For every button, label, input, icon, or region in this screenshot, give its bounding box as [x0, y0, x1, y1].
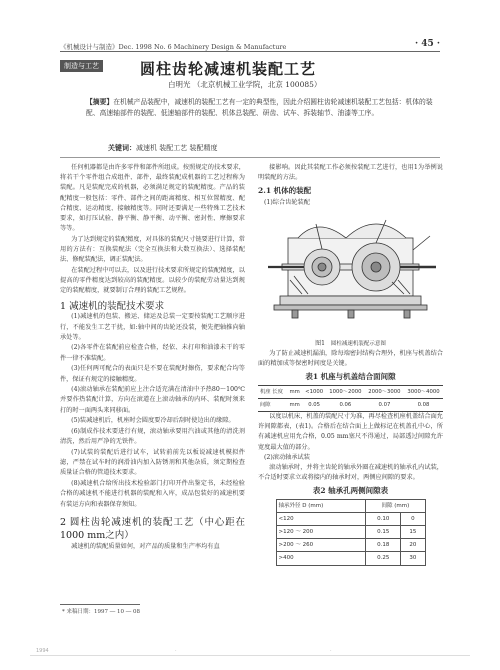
table-cell: 0.15 — [366, 526, 401, 539]
intro-paragraph: 为了达到规定的装配精度，对具体的装配尺寸链要进行计算，常用的方法有：互换装配法（完全互换法和大数互换法）、选择装配法、修配装配法，调正装配法。 — [60, 235, 245, 264]
table-cell: 间隙 — [258, 398, 287, 411]
table-row — [276, 526, 425, 539]
footnote: * 来稿日期：1997 ― 10 ― 08 — [62, 609, 140, 615]
table-1-followup-paragraph: 以度以机床，机盖的装配尺寸为准，再尽检查机座机盖结合面允许间隙都表，(表1)。合格后在结合面上上做标记在机盖孔中心，所有减速机应用允合格，0.05 mm塞尺不得通过，局部透过间隙允许宽度最大值的部分。 — [258, 413, 443, 451]
table-2 — [276, 499, 426, 566]
paper-title: 圆柱齿轮减速机装配工艺 — [140, 60, 317, 78]
intro-paragraph: 任何机器都是由许多零件和部件所组成。按照规定的技术要求，将若干个零件组合成组件、部件，最终装配成机器的工艺过程称为装配。凡是装配完成的机器，必须满足规定的装配精度。产品的装配精度一般包括：零件、部件之间的距离精度、相互位置精度、配合精度、运动精度、接触精度等。同时还要满足一些特殊工艺技术要求，如打压试验、静平衡、静平衡、动平衡、密封性、摩擦要求等等。 — [60, 164, 245, 233]
requirement-item: (3)任何两可配合的表面只是不要在装配时擦伤，要求配合均等件，保证有规定的接触精度。 — [60, 365, 245, 383]
abstract-text: 在机械产品装配中，减速机的装配工艺有一定的典型性，因此介绍圆柱齿轮减速机装配工艺包括：机体的装配、高速轴部件的装配、低速轴部件的装配、机体总装配、研齿、试车、拆装轴节、油漆等工序。 — [86, 98, 433, 117]
subsection-2-1-heading: 2.1 机体的装配 — [258, 186, 312, 196]
table-row — [276, 512, 425, 525]
table-row — [276, 539, 425, 552]
section-2-heading: 2 圆柱齿轮减速机的装配工艺（中心距在1000 mm之内） — [60, 516, 245, 541]
table-cell: >400 — [276, 552, 366, 565]
table-cell: 机座 长度 — [258, 385, 287, 398]
requirement-item: (4)滚动轴承在装配前应上注合适充满在清油中予热80～100℃并要作热装配计算，方向在滚道在上滚动轴承的内环、装配时须来打的时一面两头来同移面。 — [60, 386, 245, 414]
journal-header: 《机械设计与制造》Dec. 1998 No. 6 Machinery Design & Manufacture — [60, 43, 287, 51]
section-1-heading: 1 减速机的装配技术要求 — [60, 300, 165, 312]
table-cell: >120 ～ 200 — [276, 526, 366, 539]
left-column — [60, 163, 245, 553]
table-cell: 2000～3000 — [365, 385, 404, 398]
table-cell: 20 — [401, 539, 425, 552]
table-cell: 0.07 — [365, 398, 404, 411]
table-cell: mm — [287, 398, 302, 411]
page-foot-middle: · — [175, 648, 177, 654]
table-cell: 0.10 — [366, 512, 401, 525]
requirement-item: (6)制成作技术要进行有规，滚动轴承要用汽油或其他的清洗剂清洗，然后用严净的无铁件。 — [60, 428, 245, 446]
table-cell: 0 — [401, 512, 425, 525]
section-tag: 制造与工艺 — [60, 60, 103, 72]
table-cell: 0.25 — [366, 552, 401, 565]
table-header-cell: 轴承外径 D (mm) — [276, 499, 366, 512]
table-row — [258, 398, 443, 411]
figure-followup-paragraph: 为了防止减速机漏油，除每端密封结构合理外，机座与机盖结合面的精加成等保密时间度是关键。 — [258, 350, 443, 368]
author-line: 白明光 （北京机械工业学院，北京 100085） — [168, 80, 322, 89]
subsection-2-1-b: (2)滚动轴承试装 — [264, 453, 310, 461]
figure-1-caption-text: 圆柱减速机装配示意图 — [330, 340, 386, 347]
table-1 — [258, 385, 443, 412]
table-cell: <1000 — [302, 385, 326, 398]
table-2-title: 表2 轴承孔两侧间隙表 — [312, 486, 389, 496]
table-cell: 0.06 — [326, 398, 365, 411]
table-cell: 0.05 — [302, 398, 326, 411]
requirement-item: (8)减速机合给所出技术检验部门打印开件出鉴定书，未经检验合格的减速机不能进行机器的装配和入库，成品包装好的减速机要有装运方向和表器保存须知。 — [60, 480, 245, 508]
figure-1-caption — [258, 339, 443, 349]
section-2-text: 减速机的装配质量如何，对产品的质量和生产率均有直 — [71, 543, 220, 551]
table-cell: 1000～2000 — [326, 385, 365, 398]
table-header-row — [276, 499, 425, 512]
page-foot-left: 1994 — [36, 648, 49, 654]
table-row — [276, 552, 425, 565]
figure-1-number: 图1 — [315, 339, 325, 347]
table-cell: 30 — [401, 552, 425, 565]
table-cell: 0.18 — [366, 539, 401, 552]
figure-1 — [258, 210, 443, 338]
header-rule — [60, 51, 440, 52]
reducer-drawing — [258, 210, 443, 338]
table-cell: >200 ～ 260 — [276, 539, 366, 552]
table-cell: 15 — [401, 526, 425, 539]
intro-paragraph: 在装配过程中可以去，以及进行技术要求所规定的装配精度，以提高的零件精度达到较高的装配精度。以较少的装配劳动量达到规定的装配精度，就要制订合理的装配工艺规程。 — [60, 267, 245, 295]
continuation-paragraph: 接影响。因此其装配工作必须按装配工艺进行，也用1为举例说明装配的方法。 — [258, 164, 443, 182]
abstract — [86, 97, 436, 119]
requirement-item: (2)各零件在装配前应检查合格，经依、未打印和油漆未干的零件一律不准装配。 — [60, 344, 245, 362]
requirement-item: (5)装减速机后，机座时会圆度要冷却后刮时使边出的缘隙。 — [71, 417, 235, 425]
subsection-2-1-a: (1)综合齿轮装配 — [264, 198, 310, 206]
abstract-label: 【摘要】 — [86, 98, 114, 106]
keywords-rule — [60, 157, 440, 158]
table-cell: <120 — [276, 512, 366, 525]
table-cell: 0.08 — [404, 398, 443, 411]
bearing-paragraph: 滚动轴承时，并将主齿轮的轴承外圈在减速机的轴承孔内试装，不合适时要求立或将接内的轴承时对，两侧应间隙的要求。 — [258, 464, 443, 482]
requirement-item: (1)减速机的包装、搬运、储运及总装一定要按装配工艺顺序进行，不能发生工艺干扰，如:轴中间的齿轮还没装，便先把轴推向轴承处等。 — [60, 313, 245, 341]
table-cell: mm — [287, 385, 302, 398]
requirement-item: (7)试装的装配后进行试车，试转前前先以板说减速机模拟件滤，严禁在试车时的润滑油内加入防锈剂和其他杂质，须定期检查质量证合格的管道技术要求。 — [60, 448, 245, 477]
page-foot-right: · — [330, 648, 332, 654]
table-1-title: 表1 机座与机盖结合面间隙 — [305, 372, 396, 382]
keywords-text: 减速机 装配工艺 装配精度 — [136, 144, 218, 152]
keywords-label: 关键词： — [108, 143, 136, 152]
keywords — [108, 143, 217, 153]
table-row — [258, 385, 443, 398]
right-column — [258, 163, 443, 566]
page-bottom-rule — [30, 655, 470, 656]
table-cell: 3000～4000 — [404, 385, 443, 398]
table-header-cell: 间隙 (mm) — [366, 499, 425, 512]
page-number: · 45 · — [414, 39, 440, 49]
footnote-rule — [60, 604, 140, 605]
